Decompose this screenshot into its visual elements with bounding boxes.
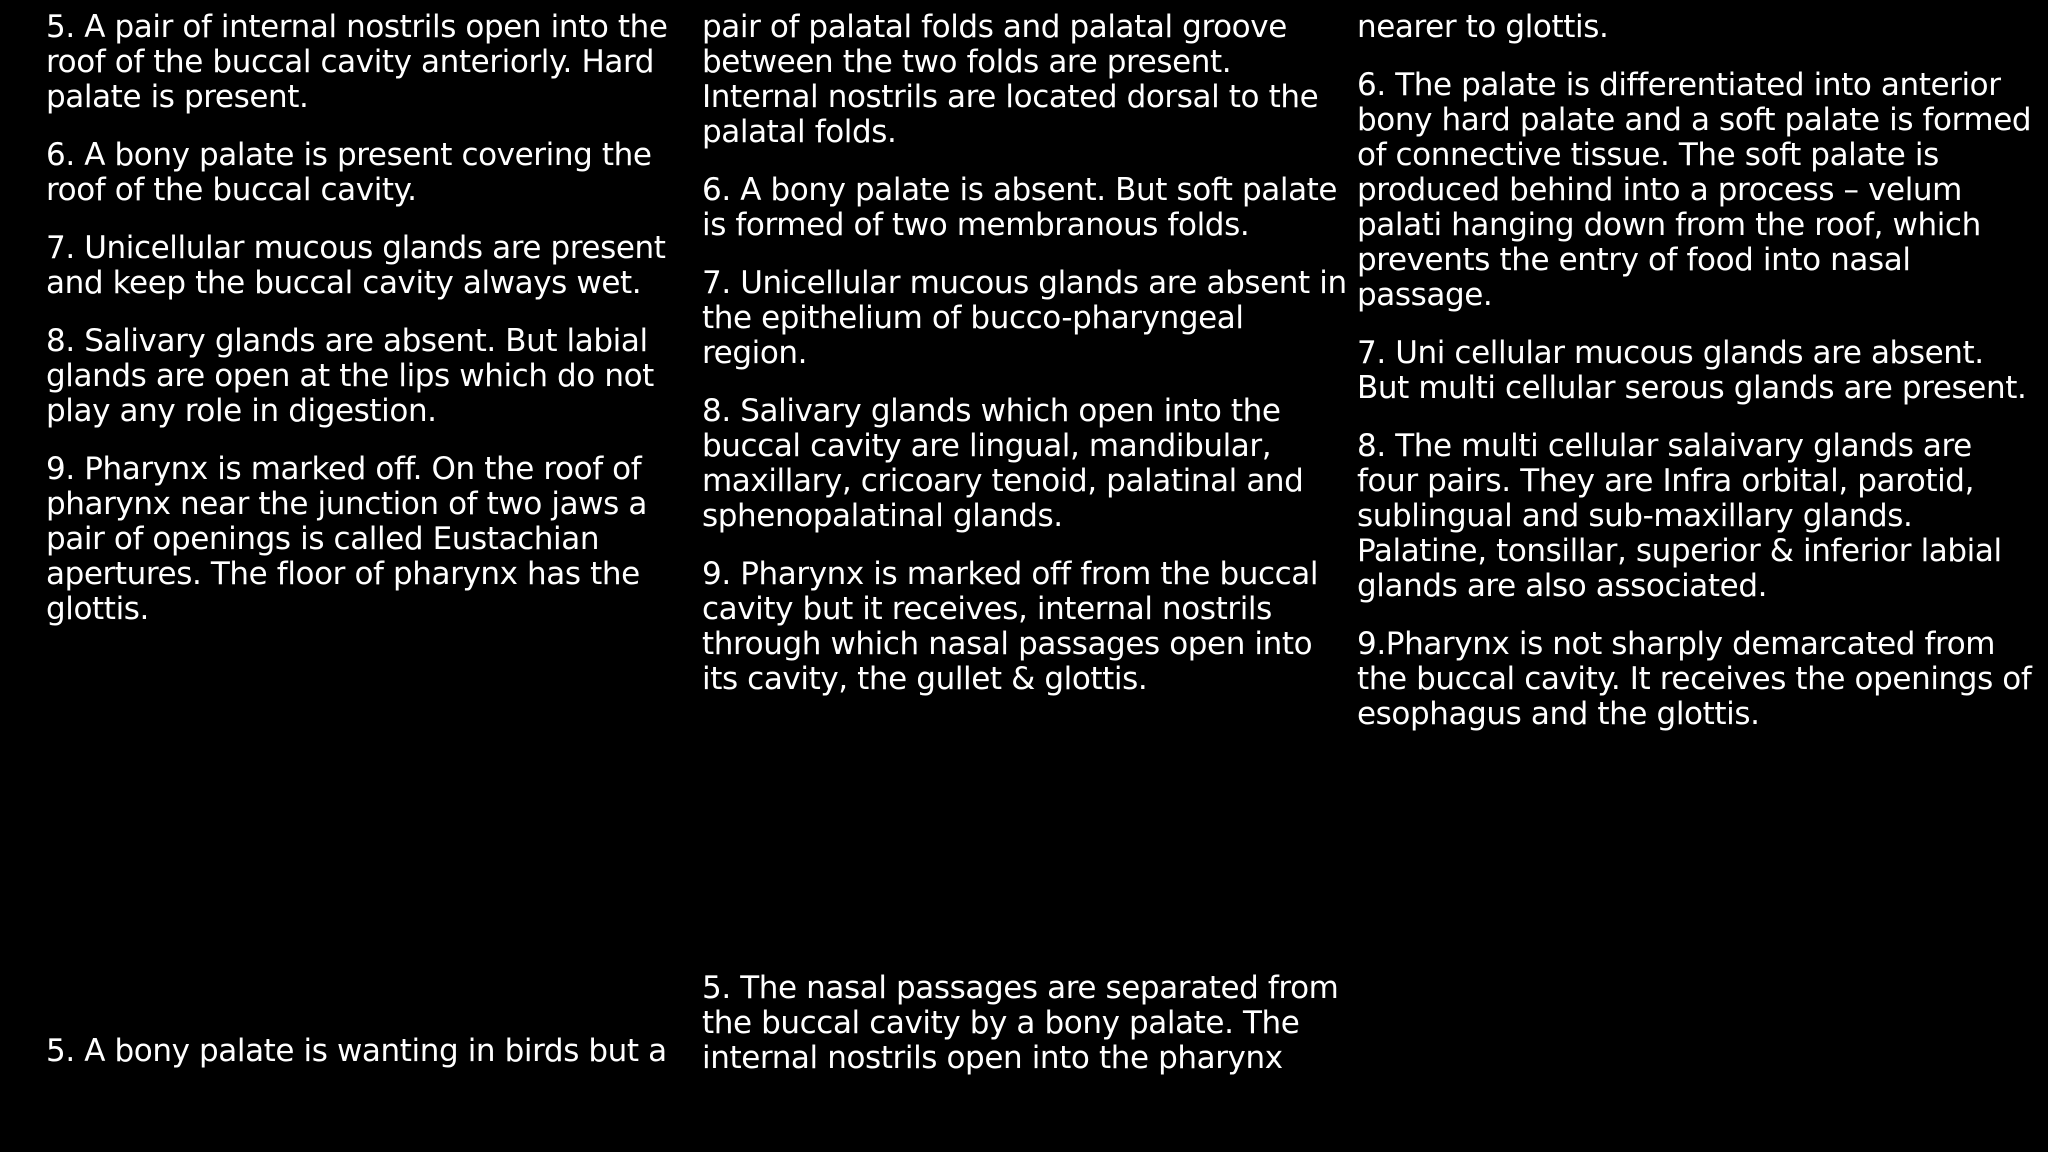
col3-point-6: 6. The palate is differentiated into anterior bony hard palate and a soft palate is formed of connective tissue. The soft palate is produced behind into a process – velum palati hanging down from the roof, which prevents the entry of food into nasal passage. [1357, 67, 2032, 313]
col2-point-8: 8. Salivary glands which open into the buccal cavity are lingual, mandibular, maxillary, cricoary tenoid, palatinal and sphenopalatinal glands. [702, 393, 1304, 534]
col1-point-7: 7. Unicellular mucous glands are present and keep the buccal cavity always wet. [46, 230, 666, 301]
col3-point-7: 7. Uni cellular mucous glands are absent. But multi cellular serous glands are present. [1357, 335, 2027, 406]
col2-point-5-continued: pair of palatal folds and palatal groove between the two folds are present. Internal nostrils are located dorsal to the palatal folds. [702, 9, 1319, 150]
col3-point-9: 9.Pharynx is not sharply demarcated from the buccal cavity. It receives the openings of esophagus and the glottis. [1357, 626, 2032, 732]
col1-point-9: 9. Pharynx is marked off. On the roof of pharynx near the junction of two jaws a pair of openings is called Eustachian apertures. The floor of pharynx has the glottis. [46, 451, 647, 627]
col2-point-7: 7. Unicellular mucous glands are absent in the epithelium of bucco-pharyngeal region. [702, 265, 1347, 371]
column-2 [702, 10, 1352, 720]
col3-point-8: 8. The multi cellular salaivary glands are four pairs. They are Infra orbital, parotid, sublingual and sub-maxillary glands. Palatine, tonsillar, superior & inferior labial glands are also associated. [1357, 428, 2002, 604]
col2-point-9: 9. Pharynx is marked off from the buccal cavity but it receives, internal nostrils through which nasal passages open into its cavity, the gullet & glottis. [702, 556, 1319, 697]
col1-point-5: 5. A pair of internal nostrils open into the roof of the buccal cavity anteriorly. Hard palate is present. [46, 9, 668, 115]
col1-bottom-point-5: 5. A bony palate is wanting in birds but a [46, 1033, 667, 1069]
col1-point-8: 8. Salivary glands are absent. But labial glands are open at the lips which do not play any role in digestion. [46, 323, 654, 429]
col2-bottom-point-5: 5. The nasal passages are separated from the buccal cavity by a bony palate. The internal nostrils open into the pharynx [702, 970, 1339, 1076]
col2-point-6: 6. A bony palate is absent. But soft palate is formed of two membranous folds. [702, 172, 1338, 243]
column-1 [46, 10, 696, 650]
col1-point-6: 6. A bony palate is present covering the roof of the buccal cavity. [46, 137, 652, 208]
col3-point-5-continued: nearer to glottis. [1357, 9, 1609, 45]
column-3 [1357, 10, 2037, 755]
